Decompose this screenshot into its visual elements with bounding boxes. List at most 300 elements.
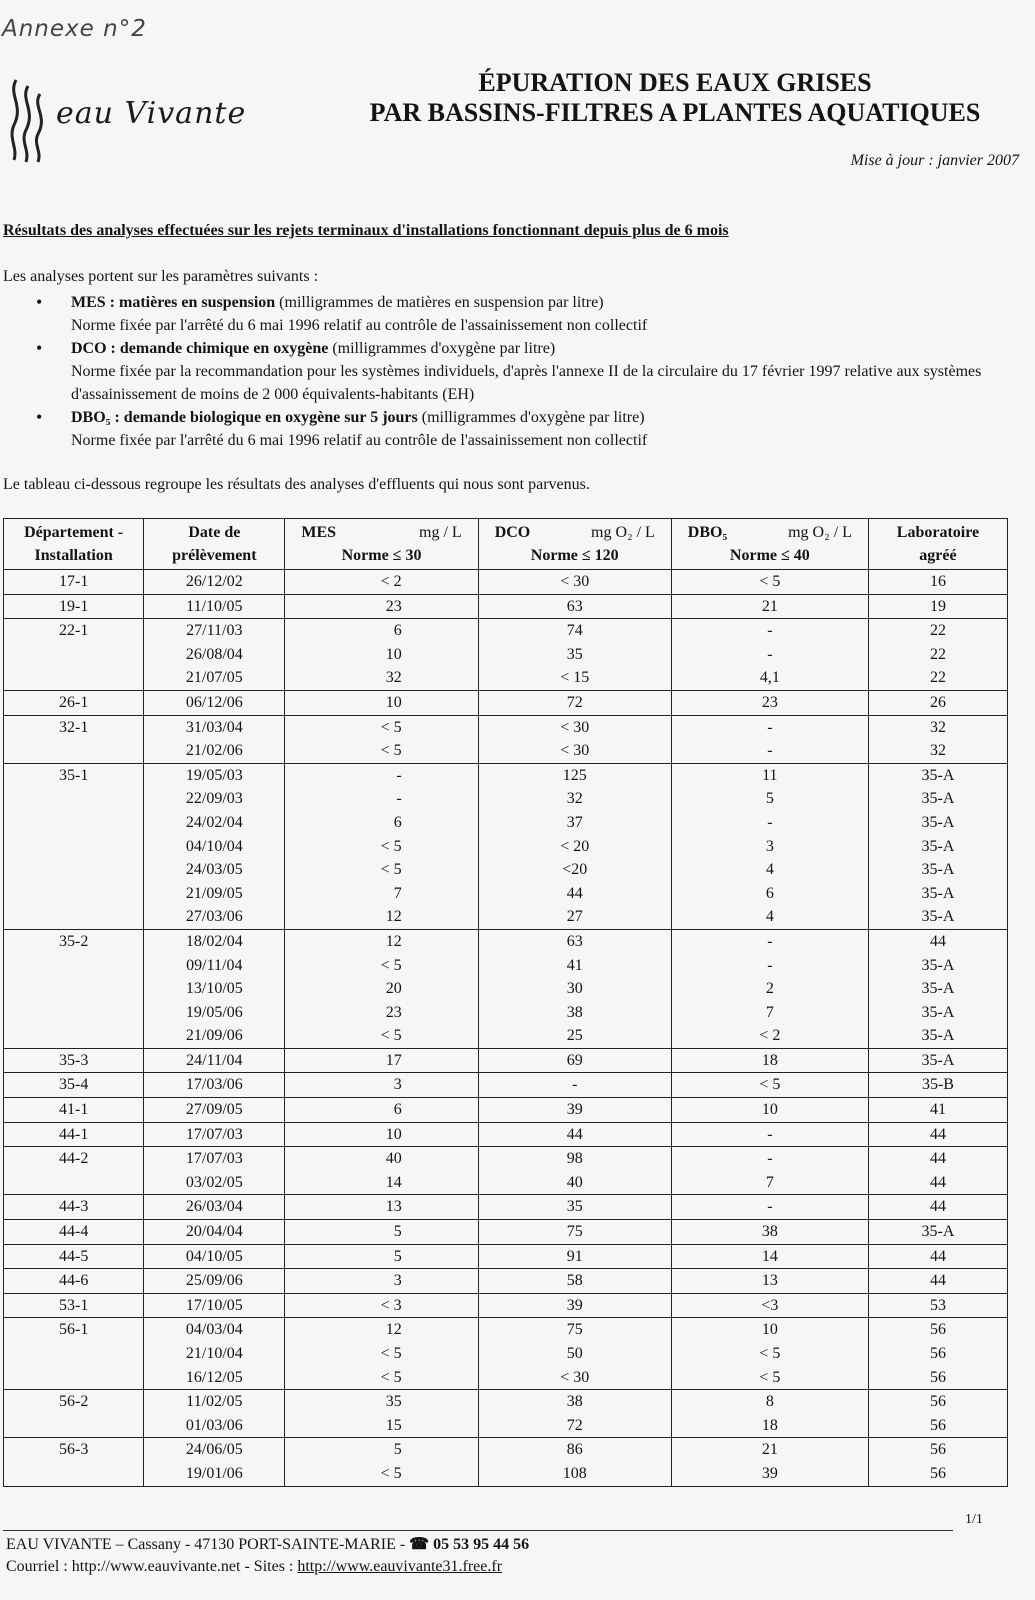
- laboratory-value: 35-A: [921, 837, 955, 855]
- mes-value: < 5: [380, 1345, 402, 1362]
- dco-value: 108: [562, 1464, 587, 1482]
- table-row: [4, 1098, 1008, 1123]
- header-date: Date de prélèvement: [144, 519, 285, 570]
- laboratory-value: 56: [929, 1416, 946, 1434]
- mes-cell: [285, 1438, 478, 1486]
- date-value: 25/09/06: [185, 1272, 243, 1290]
- dbo5-cell: [671, 1293, 868, 1318]
- dbo5-value: < 5: [759, 1368, 781, 1386]
- mes-cell: [285, 570, 478, 595]
- date-value: 21/09/05: [185, 884, 243, 902]
- table-row: [4, 1073, 1008, 1098]
- mes-cell: [285, 1390, 478, 1438]
- footer-phone: 05 53 95 44 56: [429, 1536, 530, 1553]
- date-value: 17/07/03: [185, 1150, 243, 1168]
- laboratory-value: 56: [929, 1464, 946, 1482]
- dco-cell: [478, 715, 671, 763]
- installation-cell: [4, 1318, 144, 1390]
- date-value: 26/12/02: [185, 573, 243, 590]
- mes-value: 3: [393, 1272, 402, 1290]
- date-value: 09/11/04: [186, 956, 243, 974]
- installation-cell: [4, 929, 144, 1048]
- laboratory-value: 41: [929, 1101, 946, 1119]
- laboratory-cell: [868, 763, 1007, 929]
- mes-value: 7: [393, 884, 402, 902]
- installation-cell: [4, 690, 144, 715]
- date-cell: [144, 715, 285, 763]
- parameter-label: DBO₅ : demande biologique en oxygène sur 5 jours: [71, 409, 418, 426]
- installation-id: 44-1: [58, 1125, 89, 1143]
- laboratory-value: 44: [929, 1125, 946, 1143]
- installation-cell: [4, 715, 144, 763]
- dbo5-value: 21: [761, 1441, 778, 1459]
- laboratory-cell: [868, 1293, 1007, 1318]
- header-dco: DCO mg O₂ / L Norme ≤ 120: [478, 519, 671, 570]
- date-cell: [144, 1318, 285, 1390]
- dco-cell: [478, 570, 671, 595]
- footer-courriel-label: Courriel :: [6, 1558, 72, 1575]
- mes-value: 23: [385, 1003, 402, 1021]
- table-lead-text: Le tableau ci-dessous regroupe les résultats des analyses d'effluents qui nous sont parvenus.: [3, 476, 590, 493]
- logo: [6, 70, 276, 170]
- installation-id: 41-1: [58, 1101, 89, 1119]
- laboratory-cell: [868, 1098, 1007, 1123]
- dco-cell: [478, 1048, 671, 1073]
- dco-cell: [478, 1073, 671, 1098]
- mes-cell: [285, 690, 478, 715]
- logo-wave-icon: [6, 70, 56, 170]
- section-heading: Résultats des analyses effectuées sur les rejets terminaux d'installations fonctionnant depuis plus de 6 mois: [3, 222, 729, 239]
- dbo5-cell: [671, 594, 868, 619]
- laboratory-value: 44: [929, 932, 946, 950]
- dbo5-value: 4: [765, 861, 774, 879]
- mes-value: < 5: [380, 837, 402, 855]
- mes-value: 10: [385, 1125, 402, 1143]
- laboratory-cell: [868, 929, 1007, 1048]
- mes-cell: [285, 1269, 478, 1294]
- installation-id: 35-3: [58, 1051, 89, 1069]
- laboratory-value: 44: [929, 1173, 946, 1191]
- dbo5-value: 18: [761, 1416, 778, 1434]
- date-value: 24/06/05: [185, 1441, 243, 1459]
- dbo5-cell: [671, 763, 868, 929]
- dbo5-value: 21: [761, 597, 778, 615]
- dco-value: 50: [566, 1345, 583, 1362]
- installation-id: 17-1: [58, 573, 89, 590]
- dco-cell: [478, 1438, 671, 1486]
- laboratory-value: 32: [929, 742, 946, 760]
- date-value: 26/08/04: [185, 645, 243, 663]
- dbo5-value: <3: [761, 1296, 779, 1314]
- mes-value: 6: [393, 1101, 402, 1119]
- dco-value: 72: [566, 1416, 583, 1434]
- dco-value: 63: [566, 932, 583, 950]
- installation-cell: [4, 1269, 144, 1294]
- installation-cell: [4, 1293, 144, 1318]
- dbo5-value: 2: [765, 980, 774, 998]
- dco-value: 30: [566, 980, 583, 998]
- mes-cell: [285, 763, 478, 929]
- laboratory-value: 35-A: [921, 1027, 955, 1045]
- installation-cell: [4, 1073, 144, 1098]
- installation-cell: [4, 1390, 144, 1438]
- table-row: [4, 1122, 1008, 1147]
- laboratory-cell: [868, 570, 1007, 595]
- dbo5-cell: [671, 1122, 868, 1147]
- laboratory-cell: [868, 619, 1007, 691]
- dco-cell: [478, 1390, 671, 1438]
- dbo5-value: < 5: [759, 1076, 781, 1094]
- dbo5-value: 6: [765, 884, 774, 902]
- dbo5-cell: [671, 619, 868, 691]
- dbo5-value: 18: [761, 1051, 778, 1069]
- mes-value: 3: [393, 1076, 402, 1094]
- update-date: Mise à jour : janvier 2007: [850, 152, 1019, 169]
- installation-cell: [4, 1195, 144, 1220]
- date-value: 24/03/05: [185, 861, 243, 879]
- laboratory-cell: [868, 1122, 1007, 1147]
- dbo5-cell: [671, 1220, 868, 1245]
- mes-value: < 5: [380, 1027, 402, 1045]
- parameter-mes: [36, 291, 1026, 337]
- table-row: [4, 1147, 1008, 1195]
- dbo5-cell: [671, 1195, 868, 1220]
- dbo5-value: -: [767, 1150, 773, 1168]
- date-value: 06/12/06: [185, 693, 243, 711]
- dbo5-value: 11: [762, 766, 778, 784]
- date-cell: [144, 1098, 285, 1123]
- dco-value: < 15: [560, 669, 590, 687]
- mes-value: 5: [393, 1247, 402, 1265]
- date-cell: [144, 1195, 285, 1220]
- installation-id: 56-3: [58, 1441, 89, 1459]
- table-row: [4, 1269, 1008, 1294]
- mes-value: 5: [393, 1441, 402, 1459]
- mes-value: < 2: [380, 573, 402, 590]
- laboratory-value: 35-A: [921, 1003, 955, 1021]
- laboratory-cell: [868, 1195, 1007, 1220]
- date-value: 27/09/05: [185, 1101, 243, 1119]
- laboratory-value: 44: [929, 1272, 946, 1290]
- installation-cell: [4, 1220, 144, 1245]
- dco-value: < 30: [560, 573, 590, 590]
- dbo5-value: -: [767, 622, 773, 640]
- dbo5-cell: [671, 715, 868, 763]
- mes-value: 32: [385, 669, 402, 687]
- mes-value: 6: [393, 813, 402, 831]
- laboratory-cell: [868, 1269, 1007, 1294]
- mes-value: < 5: [380, 1368, 402, 1386]
- installation-cell: [4, 1122, 144, 1147]
- dco-cell: [478, 594, 671, 619]
- dco-value: 35: [566, 645, 583, 663]
- laboratory-cell: [868, 690, 1007, 715]
- dco-value: 41: [566, 956, 583, 974]
- date-cell: [144, 1073, 285, 1098]
- dco-value: 38: [566, 1003, 583, 1021]
- dco-cell: [478, 1269, 671, 1294]
- annex-label: Annexe n°2: [2, 16, 147, 42]
- date-value: 17/07/03: [185, 1125, 243, 1143]
- laboratory-value: 35-A: [921, 884, 955, 902]
- dco-cell: [478, 1195, 671, 1220]
- laboratory-value: 35-A: [921, 813, 955, 831]
- dbo5-value: -: [767, 718, 773, 736]
- laboratory-cell: [868, 1073, 1007, 1098]
- table-row: [4, 1244, 1008, 1269]
- installation-id: 19-1: [58, 597, 89, 615]
- mes-cell: [285, 594, 478, 619]
- installation-id: 44-5: [58, 1247, 89, 1265]
- installation-cell: [4, 763, 144, 929]
- dco-value: 44: [566, 1125, 583, 1143]
- dco-value: 69: [566, 1051, 583, 1069]
- date-value: 04/10/05: [185, 1247, 243, 1265]
- mes-cell: [285, 1244, 478, 1269]
- date-cell: [144, 1244, 285, 1269]
- table-row: [4, 929, 1008, 1048]
- dbo5-value: 13: [761, 1272, 778, 1290]
- dco-cell: [478, 763, 671, 929]
- mes-value: 6: [393, 622, 402, 640]
- laboratory-value: 44: [929, 1150, 946, 1168]
- mes-value: 35: [385, 1393, 402, 1411]
- mes-value: 12: [385, 1321, 402, 1339]
- laboratory-value: 56: [929, 1441, 946, 1459]
- date-cell: [144, 619, 285, 691]
- date-value: 21/07/05: [185, 669, 243, 687]
- laboratory-value: 44: [929, 1247, 946, 1265]
- date-cell: [144, 1293, 285, 1318]
- date-value: 19/01/06: [185, 1464, 243, 1482]
- dbo5-cell: [671, 1048, 868, 1073]
- dbo5-value: -: [767, 956, 773, 974]
- dco-cell: [478, 690, 671, 715]
- date-cell: [144, 1220, 285, 1245]
- parameter-norm: Norme fixée par la recommandation pour les systèmes individuels, d'après l'annexe II de la circulaire du 17 février 1997 relative aux systèmes d'assainissement de moins de 2 000 équivalents-habitants (EH): [71, 363, 982, 403]
- mes-value: -: [396, 790, 402, 808]
- table-row: [4, 1293, 1008, 1318]
- results-table: [3, 518, 1008, 1487]
- title-line-2: PAR BASSINS-FILTRES A PLANTES AQUATIQUES: [369, 98, 981, 127]
- dco-value: < 30: [560, 1368, 590, 1386]
- date-value: 22/09/03: [185, 790, 243, 808]
- dco-value: 37: [566, 813, 583, 831]
- dco-value: 72: [566, 693, 583, 711]
- table-header-row: [4, 519, 1008, 570]
- laboratory-value: 32: [929, 718, 946, 736]
- dco-value: 32: [566, 790, 583, 808]
- dbo5-value: 10: [761, 1101, 778, 1119]
- dco-value: 75: [566, 1223, 583, 1241]
- date-value: 27/03/06: [185, 908, 243, 926]
- parameter-desc: (milligrammes de matières en suspension par litre): [275, 294, 604, 311]
- dbo5-value: 4,1: [759, 669, 780, 687]
- mes-cell: [285, 715, 478, 763]
- date-value: 13/10/05: [185, 980, 243, 998]
- date-value: 04/10/04: [185, 837, 243, 855]
- dco-cell: [478, 1244, 671, 1269]
- dbo5-value: < 5: [759, 1345, 781, 1362]
- date-value: 21/02/06: [185, 742, 243, 760]
- installation-id: 35-2: [58, 932, 89, 950]
- mes-cell: [285, 1073, 478, 1098]
- mes-value: < 5: [380, 718, 402, 736]
- mes-cell: [285, 1147, 478, 1195]
- dco-value: -: [572, 1076, 578, 1094]
- intro-text: Les analyses portent sur les paramètres suivants :: [3, 268, 319, 285]
- date-value: 20/04/04: [185, 1223, 243, 1241]
- dco-value: 98: [566, 1150, 583, 1168]
- mes-value: 12: [385, 908, 402, 926]
- laboratory-cell: [868, 1147, 1007, 1195]
- date-value: 11/02/05: [186, 1393, 243, 1411]
- dco-cell: [478, 1147, 671, 1195]
- installation-cell: [4, 619, 144, 691]
- laboratory-cell: [868, 1244, 1007, 1269]
- mes-value: < 5: [380, 956, 402, 974]
- laboratory-cell: [868, 1438, 1007, 1486]
- installation-id: 44-3: [58, 1198, 89, 1216]
- dco-value: 86: [566, 1441, 583, 1459]
- dbo5-value: -: [767, 1198, 773, 1216]
- mes-value: 13: [385, 1198, 402, 1216]
- mes-cell: [285, 1048, 478, 1073]
- date-cell: [144, 1269, 285, 1294]
- date-value: 17/03/06: [185, 1076, 243, 1094]
- date-value: 31/03/04: [185, 718, 243, 736]
- mes-value: 23: [385, 597, 402, 615]
- footer-address: [6, 1534, 529, 1554]
- mes-cell: [285, 929, 478, 1048]
- mes-cell: [285, 1195, 478, 1220]
- footer-address-text: EAU VIVANTE – Cassany - 47130 PORT-SAINTE-MARIE -: [6, 1536, 410, 1553]
- laboratory-value: 56: [929, 1345, 946, 1362]
- parameter-label: MES : matières en suspension: [71, 294, 276, 311]
- parameter-list: [36, 291, 1026, 452]
- laboratory-value: 35-B: [921, 1076, 954, 1094]
- laboratory-value: 53: [929, 1296, 946, 1314]
- dbo5-cell: [671, 570, 868, 595]
- dbo5-value: 38: [761, 1223, 778, 1241]
- date-value: 19/05/06: [185, 1003, 243, 1021]
- header-department: Département - Installation: [4, 519, 144, 570]
- date-value: 24/11/04: [186, 1051, 243, 1069]
- dbo5-value: 5: [765, 790, 774, 808]
- parameter-desc: (milligrammes d'oxygène par litre): [417, 409, 645, 426]
- laboratory-cell: [868, 1390, 1007, 1438]
- date-cell: [144, 594, 285, 619]
- laboratory-value: 56: [929, 1321, 946, 1339]
- laboratory-value: 22: [929, 669, 946, 687]
- title-line-1: ÉPURATION DES EAUX GRISES: [478, 68, 872, 97]
- date-value: 21/10/04: [185, 1345, 243, 1362]
- dco-value: < 30: [560, 742, 590, 760]
- date-cell: [144, 570, 285, 595]
- dco-value: <20: [562, 861, 588, 879]
- logo-text: eau Vivante: [56, 96, 247, 131]
- dco-value: 27: [566, 908, 583, 926]
- table-row: [4, 570, 1008, 595]
- table-row: [4, 594, 1008, 619]
- dbo5-value: 14: [761, 1247, 778, 1265]
- dbo5-cell: [671, 1269, 868, 1294]
- header-dbo5: DBO₅ mg O₂ / L Norme ≤ 40: [671, 519, 868, 570]
- laboratory-value: 26: [929, 693, 946, 711]
- parameter-dco: [36, 337, 1026, 406]
- parameter-norm: Norme fixée par l'arrêté du 6 mai 1996 relatif au contrôle de l'assainissement non collectif: [71, 432, 648, 449]
- document-title: [330, 68, 1020, 128]
- dbo5-value: 4: [765, 908, 774, 926]
- dbo5-value: -: [767, 813, 773, 831]
- date-value: 21/09/06: [185, 1027, 243, 1045]
- laboratory-value: 35-A: [921, 1223, 955, 1241]
- parameter-dbo5: [36, 406, 1026, 452]
- mes-value: < 3: [380, 1296, 402, 1314]
- mes-value: < 5: [380, 742, 402, 760]
- laboratory-value: 16: [929, 573, 946, 590]
- dco-value: 25: [566, 1027, 583, 1045]
- footer-sites-label: - Sites :: [240, 1558, 298, 1575]
- date-cell: [144, 1147, 285, 1195]
- installation-id: 56-1: [58, 1321, 89, 1339]
- date-value: 24/02/04: [185, 813, 243, 831]
- installation-id: 44-2: [58, 1150, 89, 1168]
- dco-cell: [478, 1318, 671, 1390]
- table-row: [4, 715, 1008, 763]
- table-row: [4, 763, 1008, 929]
- table-row: [4, 1390, 1008, 1438]
- date-value: 26/03/04: [185, 1198, 243, 1216]
- mes-value: 15: [385, 1416, 402, 1434]
- dbo5-cell: [671, 1244, 868, 1269]
- installation-id: 44-6: [58, 1272, 89, 1290]
- mes-value: 40: [385, 1150, 402, 1168]
- dco-value: 91: [566, 1247, 583, 1265]
- dbo5-value: 3: [765, 837, 774, 855]
- installation-id: 32-1: [58, 718, 89, 736]
- mes-value: < 5: [380, 861, 402, 879]
- laboratory-cell: [868, 715, 1007, 763]
- date-value: 01/03/06: [185, 1416, 243, 1434]
- date-value: 04/03/04: [185, 1321, 243, 1339]
- mes-value: < 5: [380, 1464, 402, 1482]
- mes-cell: [285, 1293, 478, 1318]
- table-row: [4, 1318, 1008, 1390]
- installation-id: 35-1: [58, 766, 89, 784]
- date-value: 17/10/05: [185, 1296, 243, 1314]
- dbo5-cell: [671, 1438, 868, 1486]
- laboratory-cell: [868, 1220, 1007, 1245]
- laboratory-value: 35-A: [921, 956, 955, 974]
- installation-id: 22-1: [58, 622, 89, 640]
- footer-sites-link[interactable]: http://www.eauvivante31.free.fr: [297, 1558, 503, 1575]
- dbo5-value: 7: [765, 1003, 774, 1021]
- dbo5-cell: [671, 1147, 868, 1195]
- header-laboratory: Laboratoire agréé: [868, 519, 1007, 570]
- date-value: 03/02/05: [185, 1173, 243, 1191]
- dco-value: 39: [566, 1296, 583, 1314]
- dbo5-cell: [671, 1073, 868, 1098]
- footer-courriel-link[interactable]: http://www.eauvivante.net: [71, 1558, 241, 1575]
- mes-value: 10: [385, 693, 402, 711]
- dbo5-value: < 5: [759, 573, 781, 590]
- mes-value: 12: [385, 932, 402, 950]
- page-number: 1/1: [965, 1512, 983, 1527]
- dbo5-value: 23: [761, 693, 778, 711]
- table-row: [4, 1195, 1008, 1220]
- footer-links: [6, 1558, 502, 1576]
